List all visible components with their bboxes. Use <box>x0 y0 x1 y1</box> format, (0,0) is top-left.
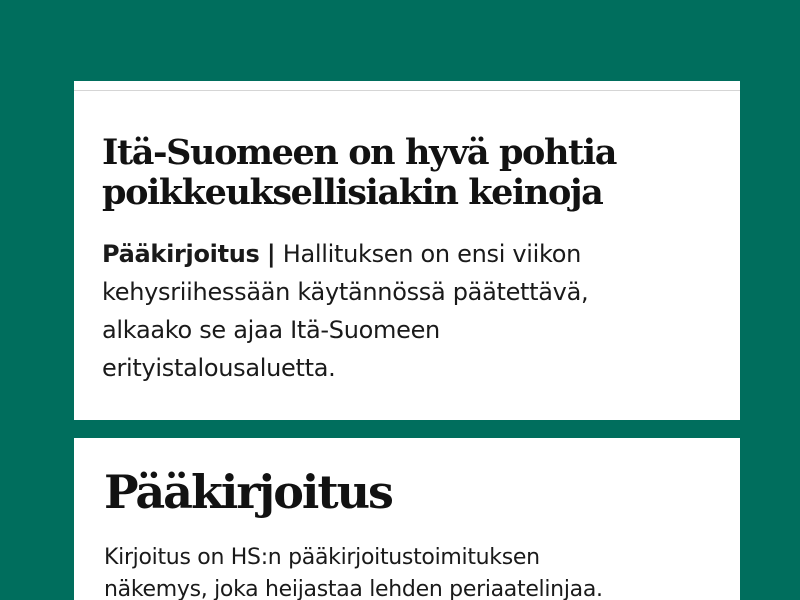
lead-text: Hallituksen on ensi viikon <box>282 240 582 268</box>
article-lead <box>102 235 712 387</box>
article-headline[interactable] <box>102 133 712 213</box>
description-line: näkemys, joka heijastaa lehden periaatelinjaa. <box>104 577 603 600</box>
headline-line: Itä-Suomeen on hyvä pohtia <box>102 132 616 173</box>
description-line: Kirjoitus on HS:n pääkirjoitustoimituksen <box>104 545 540 570</box>
article-card[interactable] <box>74 81 740 420</box>
lead-line <box>102 235 712 273</box>
lead-line: kehysriihessään käytännössä päätettävä, <box>102 278 589 306</box>
section-description <box>104 542 712 600</box>
section-info-card <box>74 438 740 600</box>
divider <box>74 90 740 91</box>
lead-line: alkaako se ajaa Itä-Suomeen <box>102 316 440 344</box>
section-kicker: Pääkirjoitus <box>102 240 260 268</box>
kicker-separator: | <box>266 240 276 268</box>
headline-line: poikkeuksellisiakin keinoja <box>102 172 603 213</box>
lead-line: erityistalousaluetta. <box>102 354 336 382</box>
section-title: Pääkirjoitus <box>104 465 392 519</box>
